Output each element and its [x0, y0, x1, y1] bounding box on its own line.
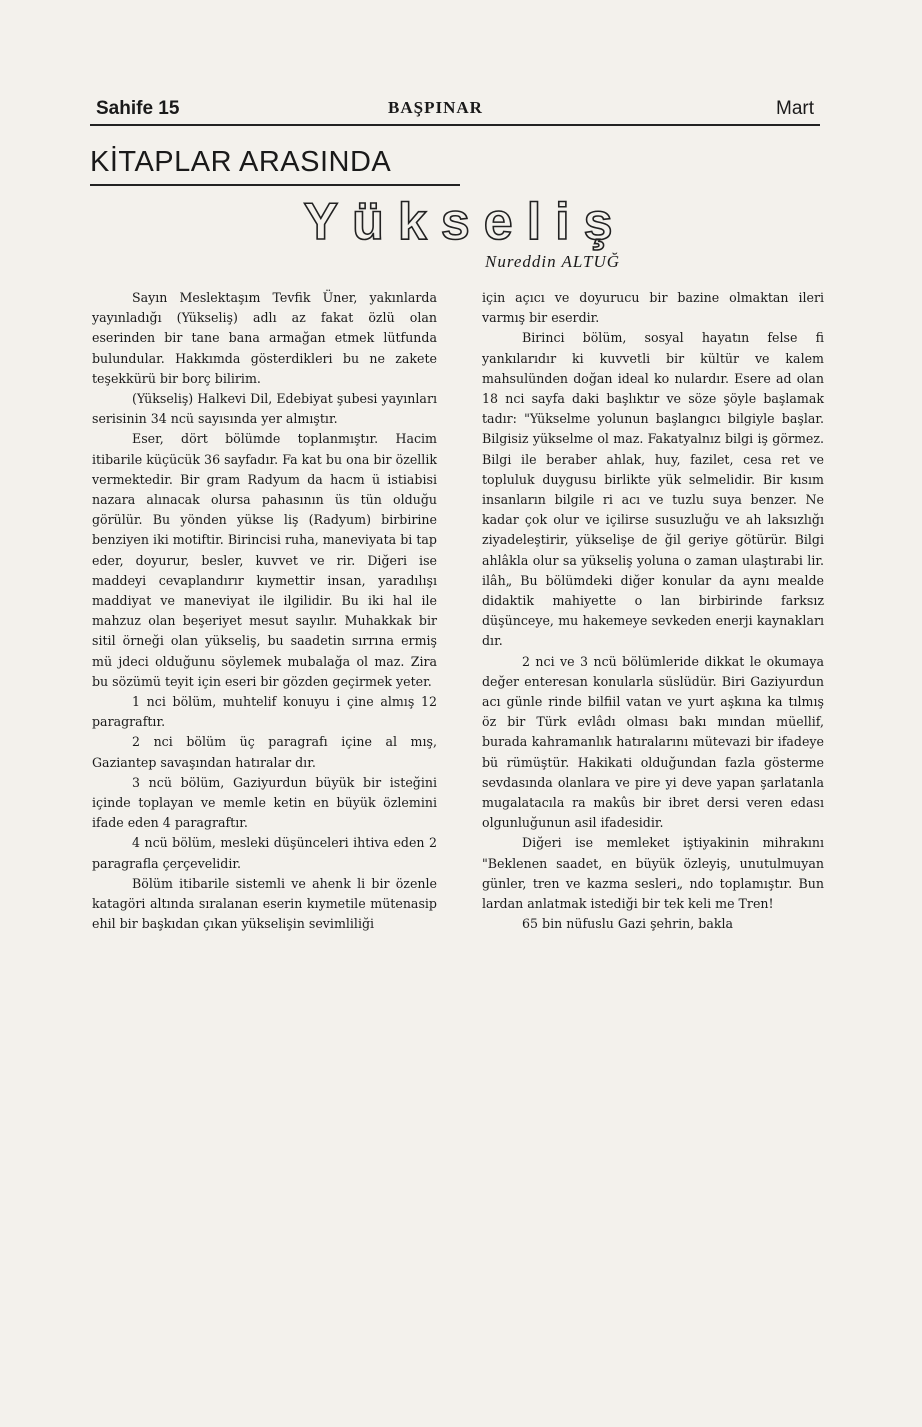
right-column [482, 288, 824, 935]
paragraph: Birinci bölüm, sosyal hayatın felse fi yankılarıdır ki kuvvetli bir kültür ve kalem mahsulünden doğan ideal ko nulardır. Esere ad olan 18 nci sayfa daki başlıktır ve söze şöyle başlamak tadır: "Yükselme yolunun başlangıcı bilgiyle başlar. Bilgisiz yükselme ol maz. Fakatyalnız bilgi iş görmez. Bilgi ile beraber ahlak, huy, fazilet, cesa ret ve topluluk duygusu birlikte yük selmelidir. Bir kısım insanların bilgile ri acı ve tuzlu suya benzer. Ne kadar çok olur ve içilirse susuzluğu ve ah laksızlığı ziyadeleştirir, yükselişe de ğil geriye götürür. Bilgi ahlâkla olur sa yükseliş yoluna o zaman ulaştırabi lir. ilâh„ Bu bölümdeki diğer konular da aynı mealde didaktik mahiyette o lan birbirinde farksız düşünceye, mu hakemeye sevkeden enerji kaynakları dır. [482, 330, 824, 649]
header-divider [90, 124, 820, 126]
paragraph: Diğeri ise memleket iştiyakinin mihrakını "Beklenen saadet, en büyük özleyiş, unutulmuyan günler, tren ve kazma sesleri„ ndo toplamıştır. Bun lardan anlatmak istediği bir tek keli me Tren! [482, 835, 824, 912]
paragraph: 3 ncü bölüm, Gaziyurdun büyük bir isteğini içinde toplayan ve memle ketin en büyük özlemini ifade eden 4 paragraftır. [92, 774, 437, 831]
paragraph: için açıcı ve doyurucu bir bazine olmaktan ileri varmış bir eserdir. [482, 290, 824, 326]
paragraph: 4 ncü bölüm, mesleki düşünceleri ihtiva eden 2 paragrafla çerçevelidir. [92, 835, 437, 871]
paragraph: 1 nci bölüm, muhtelif konuyu i çine almış 12 paragraftır. [92, 694, 437, 730]
paragraph: 2 nci ve 3 ncü bölümleride dikkat le okumaya değer enteresan konularla süslüdür. Biri Gaziyurdun acı günle rinde bilfiil vatan ve yurt aşkına ka tılmış öz bir Türk evlâdı olması bakı mından müellif, burada kahramanlık hatıralarını mütevazi bir ifadeye bü rümüştür. Hakikati olduğundan fazla gösterme sevdasında olanlara ve pire yi deve yapan şarlatanla mugalatacıla ra makûs bir ibret dersi veren edası olgunluğunun asil ifadesidir. [482, 653, 824, 831]
page-header [90, 96, 814, 126]
paragraph: 65 bin nüfuslu Gazi şehrin, bakla [522, 916, 733, 932]
paragraph: 2 nci bölüm üç paragrafı içine al mış, Gaziantep savaşından hatıralar dır. [92, 734, 437, 770]
page-number: Sahife 15 [96, 98, 180, 119]
issue-month: Mart [776, 98, 814, 119]
paragraph: Sayın Meslektaşım Tevfik Üner, yakınlarda yayınladığı (Yükseliş) adlı az fakat özlü olan eserinden bir tane bana armağan etmek lütfunda bulundular. Hakkımda gösterdikleri bu ne zakete teşekkürü bir borç bilirim. [92, 290, 437, 386]
article-author: Nureddin ALTUĞ [485, 252, 621, 271]
article-title: Yükseliş [303, 193, 627, 251]
paragraph: Bölüm itibarile sistemli ve ahenk li bir özenle katagöri altında sıralanan eserin kıymetile mütenasip ehil bir başkıdan çıkan yükselişin sevimliliği [92, 875, 437, 932]
paragraph: (Yükseliş) Halkevi Dil, Edebiyat şubesi yayınları serisinin 34 ncü sayısında yer almıştır. [92, 391, 437, 427]
paragraph: Eser, dört bölümde toplanmıştır. Hacim itibarile küçücük 36 sayfadır. Fa kat bu ona bir özellik vermektedir. Bir gram Radyum da hacm ü istiabisi nazara alınacak olursa pahasının üs tün olduğu görülür. Bu yönden yükse liş (Radyum) birbirine benziyen iki motiftir. Birincisi ruha, maneviyata bi tap eder, doyurur, besler, kuvvet ve rir. Diğeri ise maddeyi cevaplandırır kıymettir insan, yaradılışı maddiyat ve maneviyat ile ilgilidir. Bu iki hal ile mahzuz olan beşeriyet mesut sayılır. Muhakkak bir sitil örneği olan yükseliş, bu saadetin sırrına ermiş mü jdeci olduğunu söylemek mubalağa ol maz. Zira bu sözümü teyit için eseri bir gözden geçirmek yeter. [92, 431, 437, 689]
section-divider [90, 184, 460, 186]
left-column [92, 288, 437, 935]
journal-name: BAŞPINAR [388, 98, 483, 117]
section-title: KİTAPLAR ARASINDA [90, 146, 392, 178]
